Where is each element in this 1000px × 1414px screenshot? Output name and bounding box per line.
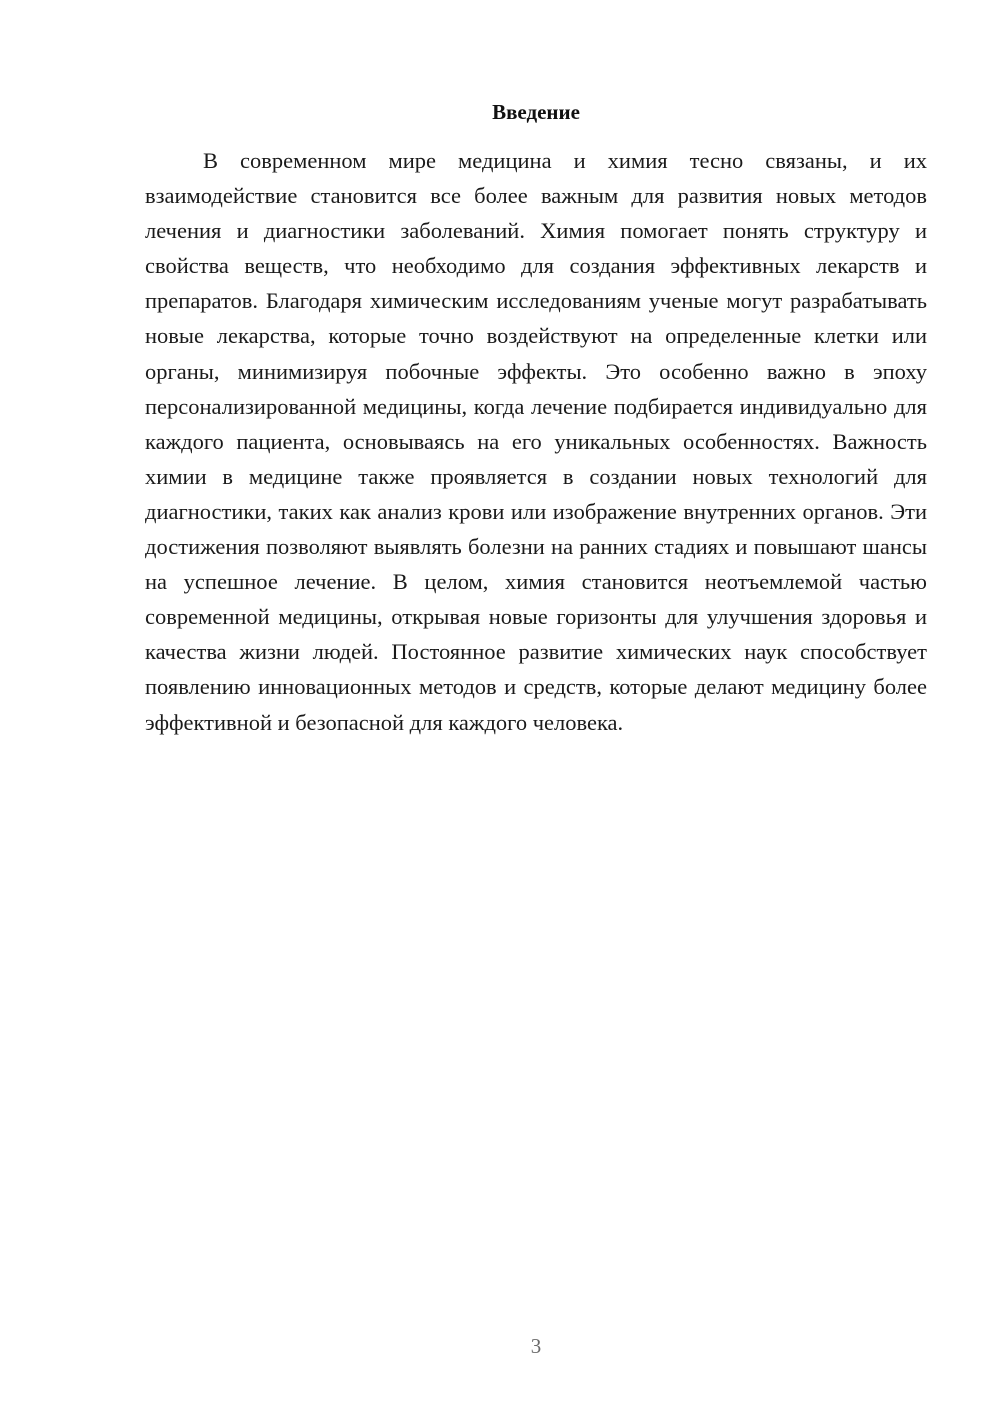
section-heading: Введение [492,100,580,124]
page-number: 3 [530,1334,542,1358]
body-paragraph: В современном мире медицина и химия тесно связаны, и их взаимодействие становится все более важным для развития новых методов лечения и диагностики заболеваний. Химия помогает понять структуру и свойства веществ, что необходимо для создания эффективных лекарств и препаратов. Благодаря химическим исследованиям ученые могут разрабатывать новые лекарства, которые точно воздействуют на определенные клетки или органы, минимизируя побочные эффекты. Это особенно важно в эпоху персонализированной медицины, когда лечение подбирается индивидуально для каждого пациента, основываясь на его уникальных особенностях. Важность химии в медицине также проявляется в создании новых технологий для диагностики, таких как анализ крови или изображение внутренних органов. Эти достижения позволяют выявлять болезни на ранних стадиях и повышают шансы на успешное лечение. В целом, химия становится неотъемлемой частью современной медицины, открывая новые горизонты для улучшения здоровья и качества жизни людей. Постоянное развитие химических наук способствует появлению инновационных методов и средств, которые делают медицину более эффективной и безопасной для каждого человека. [145,148,927,735]
